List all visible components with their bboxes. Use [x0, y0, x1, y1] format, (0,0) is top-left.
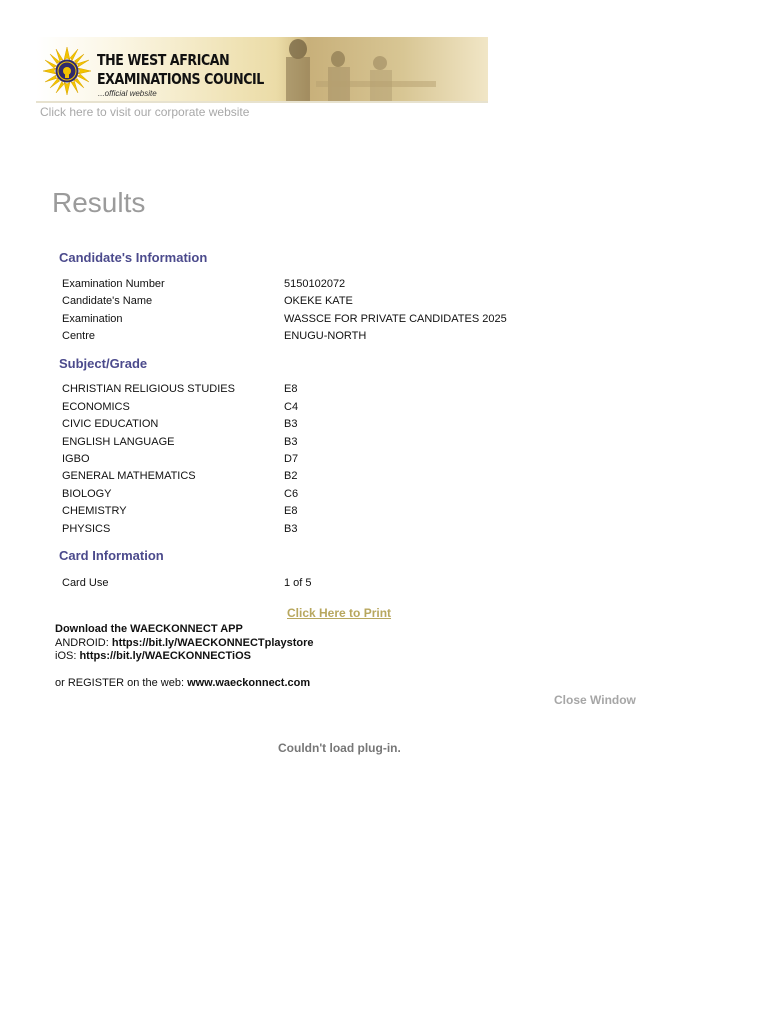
subject-row	[62, 505, 662, 522]
app-download-title: Download the WAECKONNECT APP	[55, 623, 243, 635]
android-line	[55, 637, 314, 651]
subject-name: CHEMISTRY	[62, 505, 127, 517]
subject-name: CIVIC EDUCATION	[62, 418, 159, 430]
android-prefix: ANDROID:	[55, 636, 112, 649]
info-label: Candidate's Name	[62, 295, 153, 307]
ios-line	[55, 650, 314, 664]
info-label: Centre	[62, 330, 96, 342]
card-use-row	[62, 577, 662, 594]
waec-banner[interactable]	[36, 37, 488, 103]
subject-grade: B3	[284, 436, 298, 448]
subject-name: PHYSICS	[62, 523, 111, 535]
page-title: Results	[52, 187, 146, 218]
info-label: Examination	[62, 313, 123, 325]
org-name-line2: EXAMINATIONS COUNCIL	[97, 70, 264, 88]
subject-grade-heading: Subject/Grade	[59, 356, 148, 371]
info-label: Examination Number	[62, 278, 165, 290]
register-link[interactable]: www.waeckonnect.com	[187, 677, 311, 689]
info-row-exam-number	[62, 278, 662, 295]
subject-name: ECONOMICS	[62, 401, 130, 413]
subject-grade: E8	[284, 505, 298, 517]
subject-grade: B2	[284, 470, 298, 482]
subject-grade: E8	[284, 383, 298, 395]
ios-link[interactable]: https://bit.ly/WAECKONNECTiOS	[79, 650, 251, 662]
app-download-info	[55, 623, 314, 664]
print-link[interactable]: Click Here to Print	[287, 606, 392, 620]
subject-row	[62, 488, 662, 505]
subject-grade: C4	[284, 401, 299, 413]
subject-row	[62, 383, 662, 400]
subject-grade: C6	[284, 488, 299, 500]
info-value: 5150102072	[284, 278, 346, 290]
waec-logo-icon	[42, 46, 92, 96]
info-row-centre	[62, 330, 662, 347]
info-value: WASSCE FOR PRIVATE CANDIDATES 2025	[284, 313, 507, 325]
subject-name: IGBO	[62, 453, 90, 465]
subject-row	[62, 453, 662, 470]
card-use-label: Card Use	[62, 577, 109, 589]
org-tagline: ...official website	[98, 89, 157, 98]
subject-row	[62, 470, 662, 487]
ios-prefix: iOS:	[55, 650, 80, 662]
banner-divider	[36, 101, 488, 103]
subject-name: CHRISTIAN RELIGIOUS STUDIES	[62, 383, 235, 395]
card-use-value: 1 of 5	[284, 577, 312, 589]
subject-row	[62, 523, 662, 540]
corporate-website-link[interactable]: Click here to visit our corporate website	[40, 105, 250, 119]
info-value: OKEKE KATE	[284, 295, 353, 307]
subject-grade: B3	[284, 418, 298, 430]
info-row-candidate-name	[62, 295, 662, 312]
close-window-link[interactable]: Close Window	[554, 693, 636, 707]
subject-name: BIOLOGY	[62, 488, 112, 500]
subject-row	[62, 401, 662, 418]
android-link[interactable]: https://bit.ly/WAECKONNECTplaystore	[111, 636, 314, 649]
subject-name: ENGLISH LANGUAGE	[62, 436, 175, 448]
subject-name: GENERAL MATHEMATICS	[62, 470, 196, 482]
register-line	[55, 677, 310, 689]
subject-grade: B3	[284, 523, 298, 535]
card-info-heading: Card Information	[59, 548, 164, 563]
plugin-error-message: Couldn't load plug-in.	[278, 741, 401, 755]
subject-grade: D7	[284, 453, 299, 465]
banner-photo	[276, 37, 488, 103]
candidate-info-heading: Candidate's Information	[59, 250, 208, 265]
org-name-line1: THE WEST AFRICAN	[97, 51, 230, 69]
info-value: ENUGU-NORTH	[284, 330, 367, 342]
subject-row	[62, 418, 662, 435]
subject-row	[62, 436, 662, 453]
info-row-examination	[62, 313, 662, 330]
register-prefix: or REGISTER on the web:	[55, 677, 188, 689]
